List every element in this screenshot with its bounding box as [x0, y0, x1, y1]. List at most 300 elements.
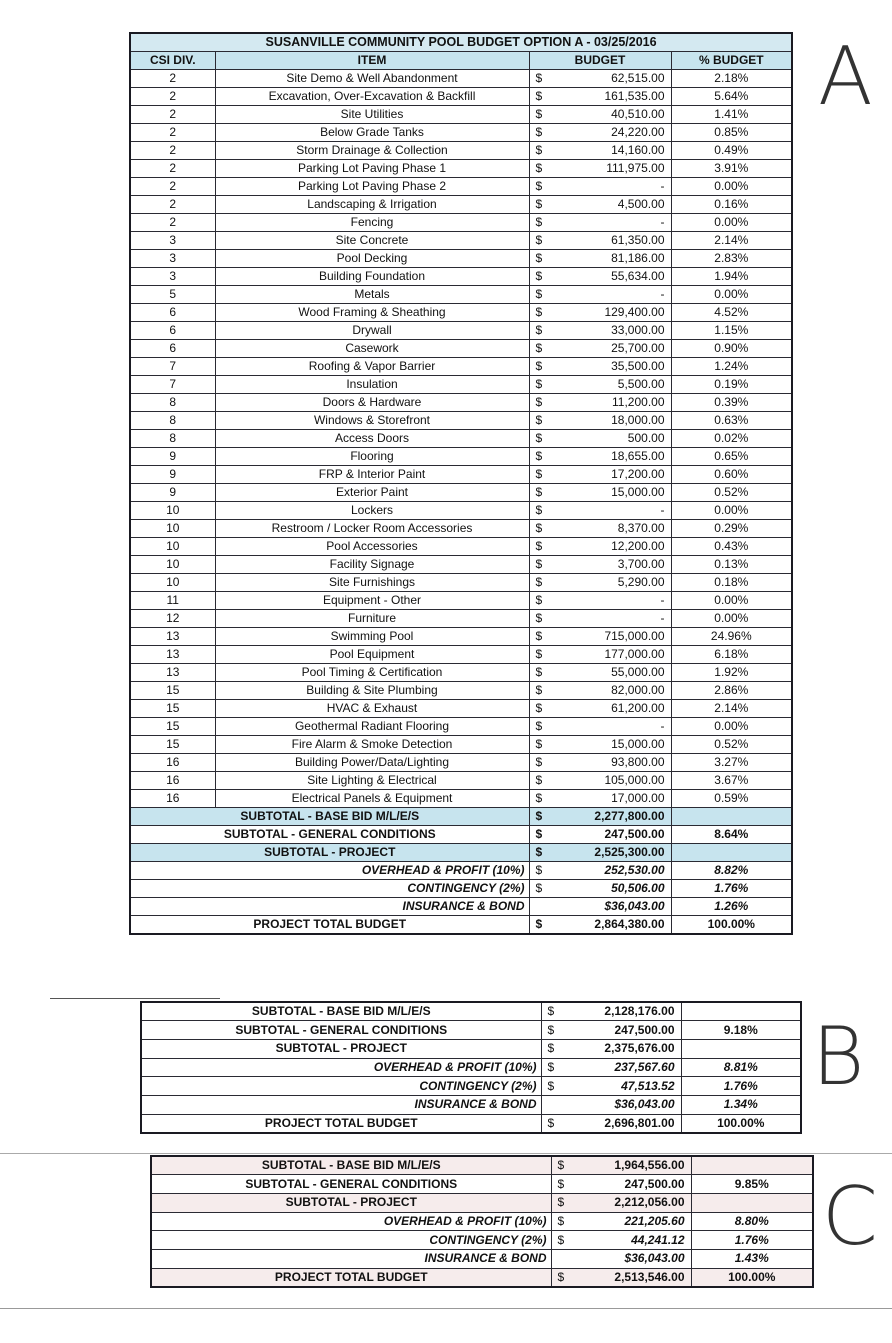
- currency-cell: $: [529, 106, 551, 124]
- currency-cell: [541, 1095, 561, 1114]
- currency-cell: $: [529, 88, 551, 106]
- table-row: [130, 142, 792, 160]
- csi-div-cell: 3: [130, 268, 215, 286]
- pct-budget-cell: 4.52%: [671, 304, 792, 322]
- currency-cell: $: [529, 574, 551, 592]
- table-row: [130, 376, 792, 394]
- budget-cell: 14,160.00: [551, 142, 671, 160]
- pct-budget-cell: 24.96%: [671, 628, 792, 646]
- csi-div-cell: 8: [130, 394, 215, 412]
- handwritten-option-b-label: B: [812, 1010, 865, 1103]
- currency-cell: $: [529, 394, 551, 412]
- table-row: [130, 718, 792, 736]
- pct-budget-cell: 5.64%: [671, 88, 792, 106]
- csi-div-cell: 2: [130, 124, 215, 142]
- table-row: [130, 700, 792, 718]
- table-row: [130, 412, 792, 430]
- budget-cell: 500.00: [551, 430, 671, 448]
- csi-div-cell: 8: [130, 412, 215, 430]
- summary-label: OVERHEAD & PROFIT (10%): [141, 1058, 541, 1077]
- currency-cell: $: [529, 142, 551, 160]
- csi-div-cell: 2: [130, 142, 215, 160]
- budget-cell: 8,370.00: [551, 520, 671, 538]
- summary-pct: 100.00%: [681, 1114, 801, 1133]
- summary-row: [141, 1021, 801, 1040]
- currency-cell: $: [529, 340, 551, 358]
- csi-div-cell: 2: [130, 214, 215, 232]
- table-row: [130, 430, 792, 448]
- table-row: [130, 124, 792, 142]
- summary-label: SUBTOTAL - BASE BID M/L/E/S: [141, 1002, 541, 1021]
- item-cell: Site Lighting & Electrical: [215, 772, 529, 790]
- table-row: [130, 250, 792, 268]
- pct-budget-cell: 0.19%: [671, 376, 792, 394]
- table-row: [130, 466, 792, 484]
- pct-budget-cell: 0.60%: [671, 466, 792, 484]
- pct-budget-cell: 0.00%: [671, 286, 792, 304]
- currency-cell: $: [529, 754, 551, 772]
- currency-cell: $: [551, 1231, 571, 1250]
- item-cell: Excavation, Over-Excavation & Backfill: [215, 88, 529, 106]
- summary-pct: 1.26%: [671, 898, 792, 916]
- pct-budget-cell: 0.02%: [671, 430, 792, 448]
- pct-budget-cell: 0.00%: [671, 502, 792, 520]
- budget-cell: 81,186.00: [551, 250, 671, 268]
- currency-cell: $: [529, 70, 551, 88]
- currency-cell: $: [529, 448, 551, 466]
- item-cell: Insulation: [215, 376, 529, 394]
- pct-budget-cell: 0.00%: [671, 718, 792, 736]
- summary-pct: 1.76%: [681, 1077, 801, 1096]
- currency-cell: $: [529, 484, 551, 502]
- summary-amount: 2,864,380.00: [551, 916, 671, 935]
- summary-label: SUBTOTAL - GENERAL CONDITIONS: [130, 826, 529, 844]
- csi-div-cell: 16: [130, 772, 215, 790]
- item-cell: Electrical Panels & Equipment: [215, 790, 529, 808]
- table-row: [130, 196, 792, 214]
- csi-div-cell: 6: [130, 322, 215, 340]
- header-budget: BUDGET: [529, 52, 671, 70]
- budget-cell: 82,000.00: [551, 682, 671, 700]
- pct-budget-cell: 2.18%: [671, 70, 792, 88]
- item-cell: Pool Timing & Certification: [215, 664, 529, 682]
- pct-budget-cell: 0.39%: [671, 394, 792, 412]
- currency-cell: $: [541, 1021, 561, 1040]
- summary-pct: 8.82%: [671, 862, 792, 880]
- table-row: [130, 484, 792, 502]
- summary-row: [151, 1212, 813, 1231]
- budget-cell: 15,000.00: [551, 736, 671, 754]
- summary-pct: 100.00%: [671, 916, 792, 935]
- summary-amount: 50,506.00: [551, 880, 671, 898]
- item-cell: Flooring: [215, 448, 529, 466]
- currency-cell: $: [541, 1114, 561, 1133]
- csi-div-cell: 16: [130, 754, 215, 772]
- csi-div-cell: 11: [130, 592, 215, 610]
- summary-row: [130, 880, 792, 898]
- budget-cell: 17,200.00: [551, 466, 671, 484]
- pct-budget-cell: 1.92%: [671, 664, 792, 682]
- currency-cell: $: [529, 502, 551, 520]
- summary-amount: 2,212,056.00: [571, 1193, 691, 1212]
- table-row: [130, 502, 792, 520]
- budget-cell: 177,000.00: [551, 646, 671, 664]
- budget-cell: 5,290.00: [551, 574, 671, 592]
- currency-cell: $: [529, 736, 551, 754]
- table-row: [130, 610, 792, 628]
- currency-cell: [529, 898, 551, 916]
- currency-cell: $: [551, 1175, 571, 1194]
- currency-cell: $: [529, 700, 551, 718]
- item-cell: FRP & Interior Paint: [215, 466, 529, 484]
- summary-row: [141, 1002, 801, 1021]
- summary-amount: 2,375,676.00: [561, 1039, 681, 1058]
- summary-amount: 221,205.60: [571, 1212, 691, 1231]
- budget-cell: 5,500.00: [551, 376, 671, 394]
- budget-cell: 4,500.00: [551, 196, 671, 214]
- csi-div-cell: 16: [130, 790, 215, 808]
- currency-cell: $: [541, 1039, 561, 1058]
- summary-label: PROJECT TOTAL BUDGET: [141, 1114, 541, 1133]
- pct-budget-cell: 2.83%: [671, 250, 792, 268]
- pct-budget-cell: 0.49%: [671, 142, 792, 160]
- pct-budget-cell: 0.16%: [671, 196, 792, 214]
- summary-pct: [691, 1193, 813, 1212]
- summary-row: [151, 1175, 813, 1194]
- currency-cell: $: [529, 124, 551, 142]
- currency-cell: $: [529, 718, 551, 736]
- item-cell: Access Doors: [215, 430, 529, 448]
- table-title: SUSANVILLE COMMUNITY POOL BUDGET OPTION A - 03/25/2016: [130, 33, 792, 52]
- budget-table-option-a: [129, 32, 793, 935]
- pct-budget-cell: 0.00%: [671, 592, 792, 610]
- currency-cell: $: [529, 610, 551, 628]
- csi-div-cell: 10: [130, 520, 215, 538]
- summary-pct: [671, 844, 792, 862]
- table-title-row: [130, 33, 792, 52]
- item-cell: Drywall: [215, 322, 529, 340]
- summary-amount: $36,043.00: [551, 898, 671, 916]
- summary-amount: 44,241.12: [571, 1231, 691, 1250]
- pct-budget-cell: 3.91%: [671, 160, 792, 178]
- budget-cell: -: [551, 178, 671, 196]
- budget-cell: 24,220.00: [551, 124, 671, 142]
- budget-cell: 715,000.00: [551, 628, 671, 646]
- item-cell: Metals: [215, 286, 529, 304]
- item-cell: Below Grade Tanks: [215, 124, 529, 142]
- summary-pct: 1.43%: [691, 1249, 813, 1268]
- summary-pct: 8.81%: [681, 1058, 801, 1077]
- budget-cell: 161,535.00: [551, 88, 671, 106]
- summary-pct: 8.80%: [691, 1212, 813, 1231]
- budget-cell: 55,634.00: [551, 268, 671, 286]
- csi-div-cell: 6: [130, 340, 215, 358]
- summary-row: [130, 826, 792, 844]
- table-row: [130, 754, 792, 772]
- csi-div-cell: 2: [130, 88, 215, 106]
- csi-div-cell: 7: [130, 358, 215, 376]
- summary-label: SUBTOTAL - BASE BID M/L/E/S: [130, 808, 529, 826]
- summary-pct: 1.34%: [681, 1095, 801, 1114]
- csi-div-cell: 10: [130, 574, 215, 592]
- currency-cell: $: [529, 556, 551, 574]
- item-cell: HVAC & Exhaust: [215, 700, 529, 718]
- currency-cell: $: [529, 214, 551, 232]
- budget-cell: 111,975.00: [551, 160, 671, 178]
- summary-row: [141, 1095, 801, 1114]
- summary-pct: 9.18%: [681, 1021, 801, 1040]
- csi-div-cell: 2: [130, 106, 215, 124]
- csi-div-cell: 3: [130, 250, 215, 268]
- summary-row: [130, 862, 792, 880]
- budget-cell: 15,000.00: [551, 484, 671, 502]
- summary-label: PROJECT TOTAL BUDGET: [151, 1268, 551, 1287]
- pct-budget-cell: 0.00%: [671, 610, 792, 628]
- csi-div-cell: 2: [130, 196, 215, 214]
- summary-amount: 247,500.00: [561, 1021, 681, 1040]
- currency-cell: $: [529, 196, 551, 214]
- table-row: [130, 736, 792, 754]
- item-cell: Parking Lot Paving Phase 1: [215, 160, 529, 178]
- summary-pct: [691, 1156, 813, 1175]
- budget-cell: 61,350.00: [551, 232, 671, 250]
- table-row: [130, 106, 792, 124]
- budget-cell: -: [551, 286, 671, 304]
- table-row: [130, 538, 792, 556]
- summary-amount: 237,567.60: [561, 1058, 681, 1077]
- table-row: [130, 178, 792, 196]
- table-row: [130, 268, 792, 286]
- pct-budget-cell: 0.90%: [671, 340, 792, 358]
- pct-budget-cell: 0.00%: [671, 214, 792, 232]
- currency-cell: $: [551, 1268, 571, 1287]
- table-row: [130, 448, 792, 466]
- table-row: [130, 682, 792, 700]
- item-cell: Building Foundation: [215, 268, 529, 286]
- item-cell: Casework: [215, 340, 529, 358]
- summary-label: INSURANCE & BOND: [151, 1249, 551, 1268]
- summary-amount: 2,277,800.00: [551, 808, 671, 826]
- item-cell: Building Power/Data/Lighting: [215, 754, 529, 772]
- page-bottom-rule: [0, 1308, 892, 1309]
- currency-cell: $: [529, 880, 551, 898]
- pct-budget-cell: 0.63%: [671, 412, 792, 430]
- pct-budget-cell: 0.85%: [671, 124, 792, 142]
- csi-div-cell: 15: [130, 700, 215, 718]
- table-row: [130, 340, 792, 358]
- item-cell: Site Demo & Well Abandonment: [215, 70, 529, 88]
- header-pct-budget: % BUDGET: [671, 52, 792, 70]
- currency-cell: $: [529, 520, 551, 538]
- pct-budget-cell: 2.14%: [671, 232, 792, 250]
- pct-budget-cell: 1.94%: [671, 268, 792, 286]
- csi-div-cell: 15: [130, 736, 215, 754]
- currency-cell: $: [529, 466, 551, 484]
- summary-amount: 252,530.00: [551, 862, 671, 880]
- table-row: [130, 592, 792, 610]
- csi-div-cell: 6: [130, 304, 215, 322]
- summary-label: CONTINGENCY (2%): [130, 880, 529, 898]
- table-row: [130, 628, 792, 646]
- summary-row: [151, 1231, 813, 1250]
- csi-div-cell: 15: [130, 682, 215, 700]
- currency-cell: $: [529, 358, 551, 376]
- currency-cell: $: [541, 1058, 561, 1077]
- summary-amount: 1,964,556.00: [571, 1156, 691, 1175]
- item-cell: Fencing: [215, 214, 529, 232]
- item-cell: Pool Decking: [215, 250, 529, 268]
- budget-cell: 105,000.00: [551, 772, 671, 790]
- currency-cell: $: [529, 862, 551, 880]
- table-row: [130, 286, 792, 304]
- table-row: [130, 394, 792, 412]
- table-row: [130, 70, 792, 88]
- csi-div-cell: 5: [130, 286, 215, 304]
- item-cell: Pool Equipment: [215, 646, 529, 664]
- table-row: [130, 232, 792, 250]
- pct-budget-cell: 0.00%: [671, 178, 792, 196]
- budget-cell: -: [551, 718, 671, 736]
- summary-amount: 247,500.00: [571, 1175, 691, 1194]
- pct-budget-cell: 6.18%: [671, 646, 792, 664]
- currency-cell: $: [529, 844, 551, 862]
- currency-cell: $: [551, 1212, 571, 1231]
- currency-cell: $: [529, 826, 551, 844]
- csi-div-cell: 15: [130, 718, 215, 736]
- currency-cell: $: [529, 412, 551, 430]
- currency-cell: $: [529, 232, 551, 250]
- table-row: [130, 556, 792, 574]
- summary-pct: [671, 808, 792, 826]
- csi-div-cell: 3: [130, 232, 215, 250]
- summary-row: [141, 1039, 801, 1058]
- currency-cell: $: [529, 772, 551, 790]
- table-row: [130, 358, 792, 376]
- item-cell: Landscaping & Irrigation: [215, 196, 529, 214]
- currency-cell: $: [529, 664, 551, 682]
- summary-amount: 2,525,300.00: [551, 844, 671, 862]
- currency-cell: $: [529, 916, 551, 935]
- item-cell: Furniture: [215, 610, 529, 628]
- table-row: [130, 646, 792, 664]
- currency-cell: $: [529, 250, 551, 268]
- summary-amount: $36,043.00: [561, 1095, 681, 1114]
- table-header-row: [130, 52, 792, 70]
- item-cell: Geothermal Radiant Flooring: [215, 718, 529, 736]
- summary-row: [151, 1249, 813, 1268]
- summary-label: SUBTOTAL - GENERAL CONDITIONS: [141, 1021, 541, 1040]
- item-cell: Lockers: [215, 502, 529, 520]
- summary-amount: $36,043.00: [571, 1249, 691, 1268]
- table-row: [130, 772, 792, 790]
- csi-div-cell: 2: [130, 70, 215, 88]
- page-divider: [50, 998, 220, 999]
- summary-row: [151, 1156, 813, 1175]
- summary-label: SUBTOTAL - PROJECT: [130, 844, 529, 862]
- pct-budget-cell: 0.18%: [671, 574, 792, 592]
- currency-cell: $: [529, 376, 551, 394]
- csi-div-cell: 2: [130, 160, 215, 178]
- pct-budget-cell: 1.15%: [671, 322, 792, 340]
- pct-budget-cell: 0.65%: [671, 448, 792, 466]
- item-cell: Exterior Paint: [215, 484, 529, 502]
- csi-div-cell: 13: [130, 664, 215, 682]
- summary-row: [141, 1114, 801, 1133]
- budget-cell: -: [551, 610, 671, 628]
- table-row: [130, 160, 792, 178]
- csi-div-cell: 10: [130, 556, 215, 574]
- table-row: [130, 790, 792, 808]
- item-cell: Site Concrete: [215, 232, 529, 250]
- pct-budget-cell: 2.86%: [671, 682, 792, 700]
- currency-cell: $: [529, 178, 551, 196]
- item-cell: Restroom / Locker Room Accessories: [215, 520, 529, 538]
- currency-cell: $: [529, 304, 551, 322]
- pct-budget-cell: 3.27%: [671, 754, 792, 772]
- table-row: [130, 322, 792, 340]
- item-cell: Doors & Hardware: [215, 394, 529, 412]
- summary-amount: 2,513,546.00: [571, 1268, 691, 1287]
- summary-pct: [681, 1002, 801, 1021]
- item-cell: Roofing & Vapor Barrier: [215, 358, 529, 376]
- header-item: ITEM: [215, 52, 529, 70]
- currency-cell: $: [541, 1077, 561, 1096]
- currency-cell: $: [551, 1193, 571, 1212]
- pct-budget-cell: 0.59%: [671, 790, 792, 808]
- summary-row: [130, 916, 792, 935]
- header-csi-div: CSI DIV.: [130, 52, 215, 70]
- budget-cell: 11,200.00: [551, 394, 671, 412]
- csi-div-cell: 10: [130, 502, 215, 520]
- budget-cell: 3,700.00: [551, 556, 671, 574]
- currency-cell: $: [529, 628, 551, 646]
- budget-summary-option-c: [150, 1155, 814, 1288]
- summary-amount: 2,128,176.00: [561, 1002, 681, 1021]
- table-row: [130, 520, 792, 538]
- budget-cell: 12,200.00: [551, 538, 671, 556]
- pct-budget-cell: 0.29%: [671, 520, 792, 538]
- pct-budget-cell: 2.14%: [671, 700, 792, 718]
- item-cell: Site Utilities: [215, 106, 529, 124]
- summary-label: OVERHEAD & PROFIT (10%): [130, 862, 529, 880]
- currency-cell: $: [529, 808, 551, 826]
- table-row: [130, 574, 792, 592]
- summary-row: [130, 808, 792, 826]
- item-cell: Facility Signage: [215, 556, 529, 574]
- csi-div-cell: 10: [130, 538, 215, 556]
- budget-cell: 17,000.00: [551, 790, 671, 808]
- summary-pct: 1.76%: [691, 1231, 813, 1250]
- handwritten-option-a-label: A: [818, 30, 873, 123]
- table-row: [130, 214, 792, 232]
- summary-row: [141, 1077, 801, 1096]
- summary-pct: 8.64%: [671, 826, 792, 844]
- item-cell: Storm Drainage & Collection: [215, 142, 529, 160]
- currency-cell: [551, 1249, 571, 1268]
- currency-cell: $: [529, 286, 551, 304]
- summary-label: CONTINGENCY (2%): [141, 1077, 541, 1096]
- item-cell: Parking Lot Paving Phase 2: [215, 178, 529, 196]
- table-row: [130, 664, 792, 682]
- budget-cell: -: [551, 214, 671, 232]
- currency-cell: $: [551, 1156, 571, 1175]
- budget-cell: 129,400.00: [551, 304, 671, 322]
- currency-cell: $: [529, 430, 551, 448]
- budget-cell: 55,000.00: [551, 664, 671, 682]
- budget-cell: 33,000.00: [551, 322, 671, 340]
- summary-label: SUBTOTAL - PROJECT: [141, 1039, 541, 1058]
- csi-div-cell: 9: [130, 448, 215, 466]
